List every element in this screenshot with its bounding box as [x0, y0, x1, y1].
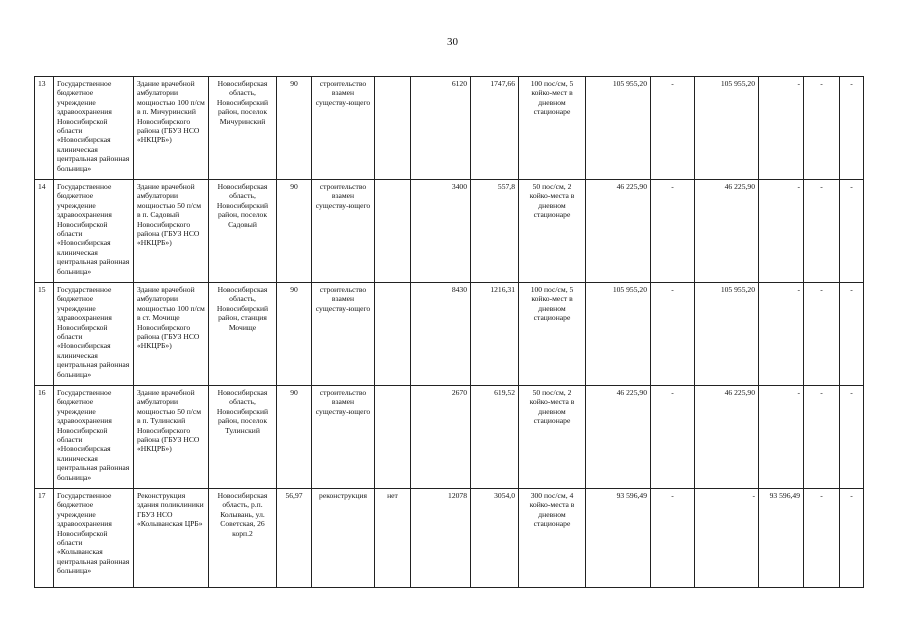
funding-year2-cell: 105 955,20 [695, 283, 759, 386]
funding-year4-cell: - [804, 386, 840, 489]
organization-cell: Государственное бюджетное учреждение здравоохранения Новосибирской области «Новосибирская клиническая центральная районная больница» [54, 386, 134, 489]
total-funding-cell: 46 225,90 [586, 180, 651, 283]
funding-year2-cell: 105 955,20 [695, 77, 759, 180]
funding-year3-cell: - [759, 386, 804, 489]
funding-year3-cell: 93 596,49 [759, 489, 804, 588]
object-name-cell: Реконструкция здания поликлиники ГБУЗ НСО «Колыванская ЦРБ» [134, 489, 209, 588]
funding-year5-cell: - [840, 386, 864, 489]
page-number: 30 [447, 36, 458, 48]
location-cell: Новосибирская область, Новосибирский район, поселок Мичуринский [209, 77, 277, 180]
capacity-cell: 100 пос/см, 5 койко-мест в дневном стационаре [519, 283, 586, 386]
table-row [35, 386, 864, 489]
total-funding-cell: 105 955,20 [586, 283, 651, 386]
work-type-cell: строительство взамен существу-ющего [312, 386, 375, 489]
total-funding-cell: 93 596,49 [586, 489, 651, 588]
expertise-cell [375, 386, 411, 489]
readiness-cell: 90 [277, 283, 312, 386]
object-name-cell: Здание врачебной амбулатории мощностью 100 п/см в ст. Мочище Новосибирского района (ГБУЗ НСО «НКЦРБ») [134, 283, 209, 386]
funding-year4-cell: - [804, 489, 840, 588]
total-funding-cell: 105 955,20 [586, 77, 651, 180]
readiness-cell: 90 [277, 180, 312, 283]
funding-year3-cell: - [759, 283, 804, 386]
funding-year1-cell: - [651, 283, 695, 386]
funding-year1-cell: - [651, 489, 695, 588]
area-cell: 1747,66 [471, 77, 519, 180]
expertise-cell [375, 180, 411, 283]
table-row [35, 77, 864, 180]
work-type-cell: реконструкция [312, 489, 375, 588]
work-type-cell: строительство взамен существу-ющего [312, 283, 375, 386]
capacity-cell: 50 пос/см, 2 койко-места в дневном стационаре [519, 180, 586, 283]
funding-year4-cell: - [804, 77, 840, 180]
readiness-cell: 90 [277, 77, 312, 180]
funding-year1-cell: - [651, 77, 695, 180]
object-name-cell: Здание врачебной амбулатории мощностью 100 п/см в п. Мичуринский Новосибирского района (ГБУЗ НСО «НКЦРБ») [134, 77, 209, 180]
funding-year5-cell: - [840, 489, 864, 588]
expertise-cell: нет [375, 489, 411, 588]
expertise-cell [375, 77, 411, 180]
funding-year3-cell: - [759, 180, 804, 283]
object-name-cell: Здание врачебной амбулатории мощностью 50 п/см в п. Садовый Новосибирского района (ГБУЗ НСО «НКЦРБ») [134, 180, 209, 283]
area-cell: 619,52 [471, 386, 519, 489]
cost-cell: 6120 [411, 77, 471, 180]
funding-year2-cell: - [695, 489, 759, 588]
table-row [35, 489, 864, 588]
organization-cell: Государственное бюджетное учреждение здравоохранения Новосибирской области «Колыванская центральная районная больница» [54, 489, 134, 588]
expertise-cell [375, 283, 411, 386]
funding-year3-cell: - [759, 77, 804, 180]
work-type-cell: строительство взамен существу-ющего [312, 77, 375, 180]
cost-cell: 2670 [411, 386, 471, 489]
cost-cell: 8430 [411, 283, 471, 386]
organization-cell: Государственное бюджетное учреждение здравоохранения Новосибирской области «Новосибирская клиническая центральная районная больница» [54, 283, 134, 386]
row-number-cell: 13 [35, 77, 54, 180]
location-cell: Новосибирская область, Новосибирский район, поселок Тулинский [209, 386, 277, 489]
organization-cell: Государственное бюджетное учреждение здравоохранения Новосибирской области «Новосибирская клиническая центральная районная больница» [54, 180, 134, 283]
location-cell: Новосибирская область, Новосибирский район, станция Мочище [209, 283, 277, 386]
row-number-cell: 16 [35, 386, 54, 489]
funding-year5-cell: - [840, 180, 864, 283]
location-cell: Новосибирская область, Новосибирский район, поселок Садовый [209, 180, 277, 283]
funding-year5-cell: - [840, 283, 864, 386]
table-row [35, 180, 864, 283]
object-name-cell: Здание врачебной амбулатории мощностью 50 п/см в п. Тулинский Новосибирского района (ГБУЗ НСО «НКЦРБ») [134, 386, 209, 489]
funding-year4-cell: - [804, 180, 840, 283]
row-number-cell: 17 [35, 489, 54, 588]
funding-year1-cell: - [651, 180, 695, 283]
work-type-cell: строительство взамен существу-ющего [312, 180, 375, 283]
row-number-cell: 14 [35, 180, 54, 283]
funding-year5-cell: - [840, 77, 864, 180]
cost-cell: 3400 [411, 180, 471, 283]
table-row [35, 283, 864, 386]
row-number-cell: 15 [35, 283, 54, 386]
capacity-cell: 100 пос/см, 5 койко-мест в дневном стационаре [519, 77, 586, 180]
funding-year2-cell: 46 225,90 [695, 180, 759, 283]
area-cell: 3054,0 [471, 489, 519, 588]
funding-year1-cell: - [651, 386, 695, 489]
area-cell: 1216,31 [471, 283, 519, 386]
capacity-cell: 50 пос/см, 2 койко-места в дневном стационаре [519, 386, 586, 489]
cost-cell: 12078 [411, 489, 471, 588]
funding-year2-cell: 46 225,90 [695, 386, 759, 489]
funding-year4-cell: - [804, 283, 840, 386]
readiness-cell: 90 [277, 386, 312, 489]
total-funding-cell: 46 225,90 [586, 386, 651, 489]
organization-cell: Государственное бюджетное учреждение здравоохранения Новосибирской области «Новосибирская клиническая центральная районная больница» [54, 77, 134, 180]
readiness-cell: 56,97 [277, 489, 312, 588]
location-cell: Новосибирская область, р.п. Колывань, ул. Советская, 26 корп.2 [209, 489, 277, 588]
capacity-cell: 300 пос/см, 4 койко-места в дневном стационаре [519, 489, 586, 588]
area-cell: 557,8 [471, 180, 519, 283]
facilities-table [34, 76, 864, 588]
